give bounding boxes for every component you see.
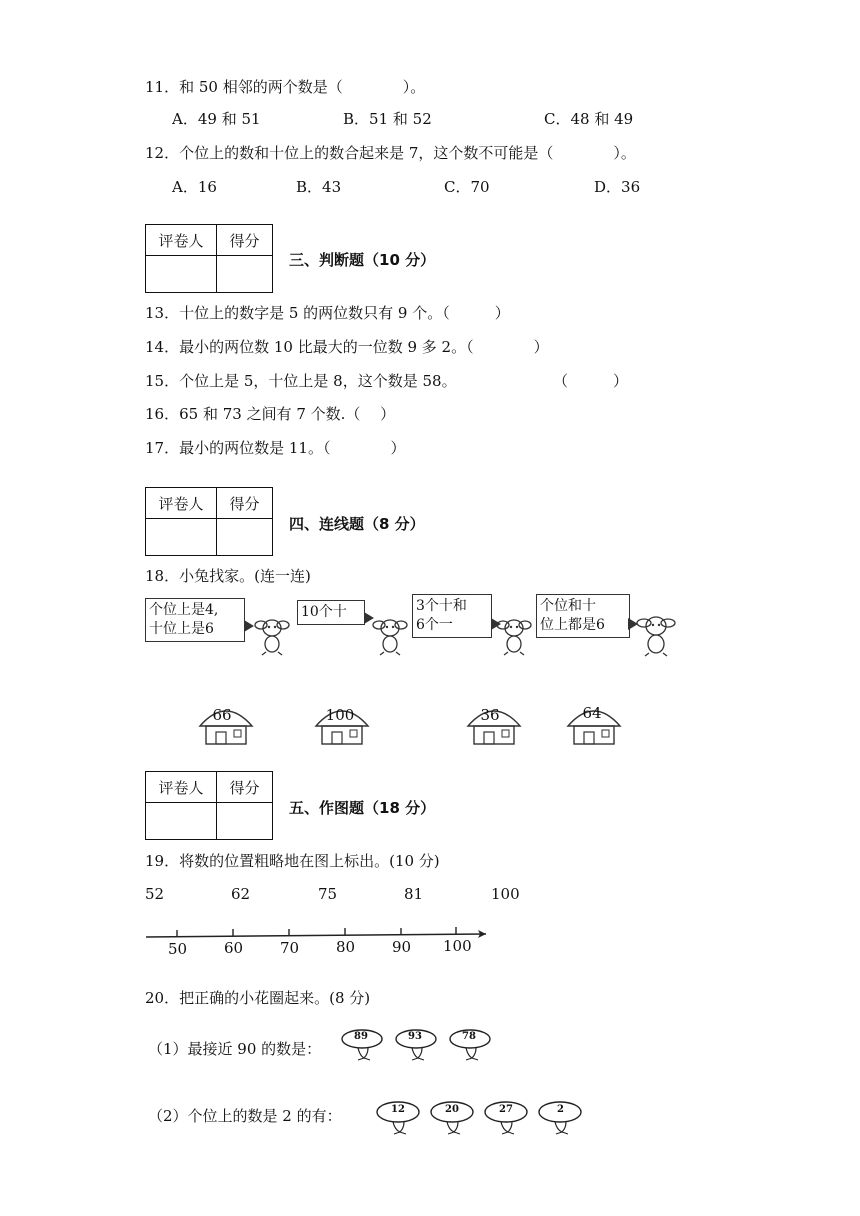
q19-number: 52 <box>145 885 165 903</box>
bubble-4-line1: 个位和十 <box>540 598 596 614</box>
section-3-title: 三、判断题（10 分） <box>289 251 436 269</box>
reviewer-header: 评卷人 <box>146 225 217 256</box>
bubble-1-line1: 个位上是4, <box>149 602 219 618</box>
question-14: 14．最小的两位数 10 比最大的一位数 9 多 2。（ ） <box>145 338 549 356</box>
tick-label: 60 <box>224 939 244 957</box>
speech-bubble-1 <box>145 598 245 642</box>
flower-2[interactable] <box>537 1100 585 1136</box>
reviewer-cell[interactable] <box>146 256 217 293</box>
question-11: 11．和 50 相邻的两个数是（ ）。 <box>145 78 426 96</box>
tick-label: 80 <box>336 938 356 956</box>
question-15-paren: （ ） <box>553 372 629 390</box>
section-5-title: 五、作图题（18 分） <box>289 799 436 817</box>
question-13: 13．十位上的数字是 5 的两位数只有 9 个。（ ） <box>145 304 510 322</box>
flower-27[interactable] <box>483 1100 531 1136</box>
question-18: 18．小兔找家。(连一连) <box>145 567 311 585</box>
tick-label: 100 <box>443 937 472 955</box>
rabbit-icon <box>632 604 680 658</box>
flower-89[interactable] <box>340 1028 388 1062</box>
bubble-3-line1: 3个十和 <box>416 598 467 614</box>
q19-number: 81 <box>404 885 424 903</box>
question-16: 16．65 和 73 之间有 7 个数.（ ） <box>145 405 396 423</box>
tick-label: 70 <box>280 939 300 957</box>
tick-label: 50 <box>168 940 188 958</box>
flower-number: 89 <box>354 1031 368 1042</box>
flower-number: 12 <box>391 1104 405 1115</box>
score-header: 得分 <box>217 225 273 256</box>
question-19: 19．将数的位置粗略地在图上标出。(10 分) <box>145 852 440 870</box>
house-66[interactable] <box>196 700 256 750</box>
house-number: 100 <box>325 706 355 724</box>
flower-12[interactable] <box>375 1100 423 1136</box>
score-cell[interactable] <box>217 256 273 293</box>
speech-bubble-3 <box>412 594 492 638</box>
bubble-1-line2: 十位上是6 <box>149 621 214 637</box>
q12-option-b: B．43 <box>296 178 342 196</box>
q11-option-a: A．49 和 51 <box>172 110 261 128</box>
score-header: 得分 <box>217 772 273 803</box>
q12-option-d: D．36 <box>594 178 641 196</box>
score-cell[interactable] <box>217 803 273 840</box>
flower-number: 27 <box>499 1104 513 1115</box>
rabbit-icon <box>492 608 536 656</box>
house-number: 66 <box>212 706 232 724</box>
house-64[interactable] <box>564 700 624 750</box>
score-table-section-3 <box>145 224 273 293</box>
question-15: 15．个位上是 5，十位上是 8，这个数是 58。 <box>145 372 457 390</box>
reviewer-cell[interactable] <box>146 803 217 840</box>
house-36[interactable] <box>464 700 524 750</box>
flower-20[interactable] <box>429 1100 477 1136</box>
question-17: 17．最小的两位数是 11。（ ） <box>145 439 406 457</box>
score-table-section-5 <box>145 771 273 840</box>
bubble-3-line2: 6个一 <box>416 617 453 633</box>
q11-option-c: C．48 和 49 <box>544 110 634 128</box>
q19-number: 62 <box>231 885 251 903</box>
rabbit-icon <box>250 608 294 656</box>
score-cell[interactable] <box>217 519 273 556</box>
score-header: 得分 <box>217 488 273 519</box>
section-4-title: 四、连线题（8 分） <box>289 515 425 533</box>
house-number: 36 <box>480 706 500 724</box>
speech-bubble-4 <box>536 594 630 638</box>
question-20-2: （2）个位上的数是 2 的有： <box>148 1107 342 1125</box>
question-20: 20．把正确的小花圈起来。(8 分) <box>145 989 371 1007</box>
question-20-1: （1）最接近 90 的数是： <box>148 1040 322 1058</box>
q12-option-a: A．16 <box>172 178 217 196</box>
score-table-section-4 <box>145 487 273 556</box>
tick-label: 90 <box>392 938 412 956</box>
flower-number: 2 <box>557 1104 564 1115</box>
rabbit-icon <box>368 608 412 656</box>
house-number: 64 <box>582 704 602 722</box>
flower-93[interactable] <box>394 1028 442 1062</box>
bubble-2-line1: 10个十 <box>301 604 347 620</box>
bubble-4-line2: 位上都是6 <box>540 617 605 633</box>
q12-option-c: C．70 <box>444 178 490 196</box>
question-12: 12．个位上的数和十位上的数合起来是 7，这个数不可能是（ ）。 <box>145 144 636 162</box>
flower-number: 20 <box>445 1104 459 1115</box>
q11-option-b: B．51 和 52 <box>343 110 432 128</box>
house-100[interactable] <box>312 700 372 750</box>
reviewer-cell[interactable] <box>146 519 217 556</box>
flower-78[interactable] <box>448 1028 496 1062</box>
q19-number: 75 <box>318 885 338 903</box>
flower-number: 93 <box>408 1031 422 1042</box>
speech-bubble-2 <box>297 600 365 625</box>
q19-number: 100 <box>491 885 520 903</box>
reviewer-header: 评卷人 <box>146 772 217 803</box>
flower-number: 78 <box>462 1031 476 1042</box>
reviewer-header: 评卷人 <box>146 488 217 519</box>
